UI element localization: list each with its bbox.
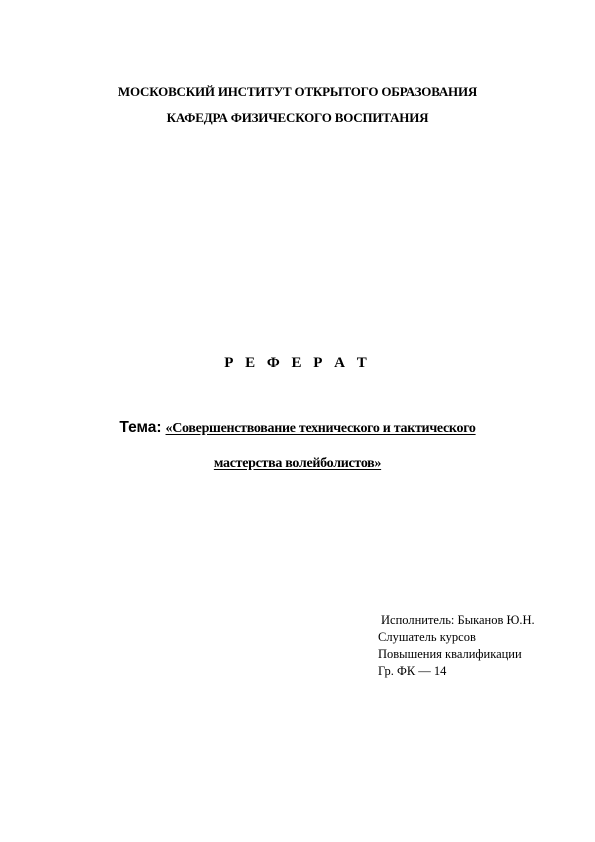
document-type-title: Р Е Ф Е Р А Т xyxy=(224,355,371,371)
topic-text-part-2: мастерства волейболистов» xyxy=(213,456,382,471)
performer-line: Исполнитель: Быканов Ю.Н. xyxy=(381,613,535,627)
topic-line-1 xyxy=(0,419,595,437)
group-line: Гр. ФК — 14 xyxy=(378,664,447,678)
role-line: Слушатель курсов xyxy=(378,630,476,644)
program-line: Повышения квалификации xyxy=(378,647,522,661)
author-block xyxy=(378,612,535,680)
institute-name: МОСКОВСКИЙ ИНСТИТУТ ОТКРЫТОГО ОБРАЗОВАНИЯ xyxy=(117,84,478,99)
topic-text-part-1: «Совершенствование технического и тактического xyxy=(165,421,476,436)
topic-label: Тема: xyxy=(119,419,162,436)
topic-line-2 xyxy=(0,454,595,472)
department-name: КАФЕДРА ФИЗИЧЕСКОГО ВОСПИТАНИЯ xyxy=(166,110,429,125)
